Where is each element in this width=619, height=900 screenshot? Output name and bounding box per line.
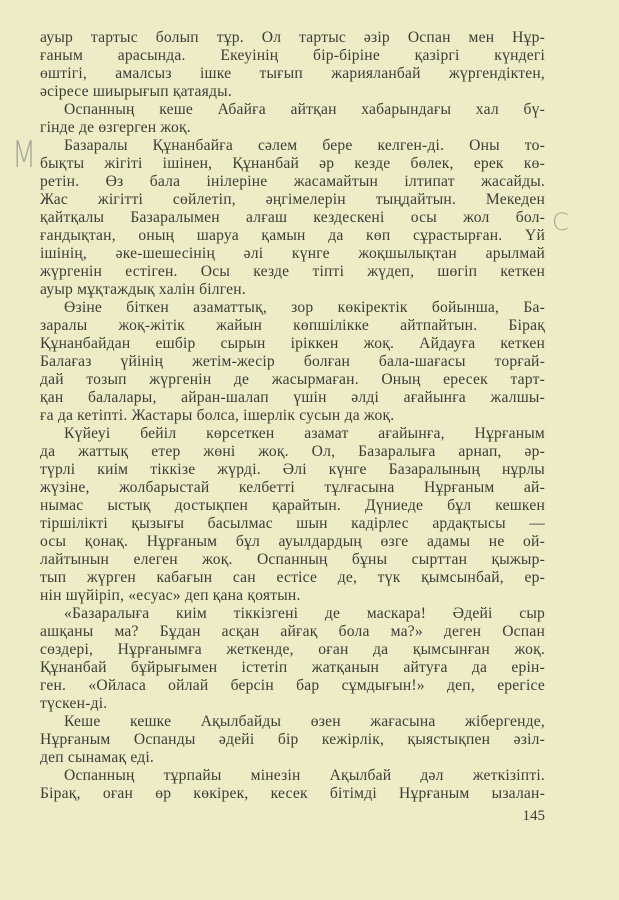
text-line: гінде де өзгерген жоқ.	[40, 119, 191, 136]
text-line: өштігі, амалсыз ішке тығып жарияланбай жүргендіктен,	[40, 65, 545, 82]
text-line: сөздері, Нұрғанымға жеткенде, оған да қымсынған жоқ.	[40, 641, 545, 658]
text-line: деп сынамақ еді.	[40, 749, 155, 766]
text-line: нымас ыстық достықпен қарайтын. Дүниеде бұл кешкен	[40, 497, 545, 514]
text-line: Өзіне біткен азаматтық, зор көкіректік бойынша, Ба-	[64, 299, 545, 316]
text-line: Кеше кешке Ақылбайды өзен жағасына жібергенде,	[64, 713, 545, 730]
text-line: заралы жоқ-жітік жайын көпшілікке айтпайтын. Бірақ	[40, 317, 545, 334]
text-line: Базаралы Құнанбайға сәлем бере келген-ді. Оны то-	[64, 137, 545, 154]
text-line: ген. «Ойласа ойлай берсін бар сұмдығын!» деп, ерегісе	[40, 677, 545, 694]
text-line: Бірақ, оған өр көкірек, кесек бітімді Нұрғаным ызалан-	[40, 785, 545, 802]
text-line: Балағаз үйінің жетім-жесір болған бала-шағасы торғай-	[40, 353, 545, 370]
text-line: Құнанбайдан ешбір сырын іріккен жоқ. Айдауға кеткен	[40, 335, 545, 352]
text-line: әсіресе шиырығып қатаяды.	[40, 83, 232, 100]
text-line: осы қонақ. Нұрғаным бұл ауылдардың өзге адамы не ой-	[40, 533, 545, 550]
text-line: ғаным арасында. Екеуінің бір-біріне қазіргі күндегі	[40, 47, 545, 64]
text-line: түскен-ді.	[40, 695, 108, 712]
text-line: лайтынын елеген жоқ. Оспанның бұны сырттан қыжыр-	[40, 551, 545, 568]
text-line: «Базаралыға киім тіккізгені де маскара! Әдейі сыр	[64, 605, 545, 622]
text-line: ретін. Өз бала інілеріне жасамайтын ілтипат жасайды.	[40, 173, 545, 190]
page-number: 145	[522, 808, 545, 824]
text-line: Нұрғаным Оспанды әдейі бір кежірлік, қыястықпен әзіл-	[40, 731, 545, 748]
text-line: ғандықтан, оның шаруа қамын да көп сұрастырған. Үй	[40, 227, 545, 244]
text-line: Жас жігітті сөйлетіп, әңгімелерін тыңдайтын. Мекеден	[40, 191, 545, 208]
text-line: қайтқалы Базаралымен алғаш кездескені осы жол бол-	[40, 209, 545, 226]
text-line: ашқаны ма? Бұдан асқан айғақ бола ма?» деген Оспан	[40, 623, 545, 640]
pencil-margin-mark-left: M	[12, 133, 37, 176]
text-line: тып жүрген кабағын сан естісе де, түк қымсынбай, ер-	[40, 569, 545, 586]
text-line: бықты жігіті ішінен, Құнанбай әр кезде бөлек, ерек кө-	[40, 155, 545, 172]
text-line: нін шүйіріп, «есуас» деп қана қоятын.	[40, 587, 301, 604]
text-line: жүзіне, жолбарыстай келбетті тұлғасына Нұрғаным ай-	[40, 479, 545, 496]
text-line: ға да кетіпті. Жастары болса, ішерлік сусын да жоқ.	[40, 407, 395, 424]
text-line: жүргенін естіген. Осы кезде тіпті жүдеп, шөгіп кеткен	[40, 263, 545, 280]
text-line: да жаттық етер жөні жоқ. Ол, Базаралыға арнап, әр-	[40, 443, 545, 460]
text-line: Оспанның кеше Абайға айтқан хабарындағы хал бү-	[64, 101, 545, 118]
text-line: Құнанбай бұйрығымен істетіп жатқанын айтуға да ерін-	[40, 659, 545, 676]
pencil-margin-mark-right: С	[552, 208, 569, 236]
text-line: ауыр мұқтаждық халін білген.	[40, 281, 246, 298]
text-line: дай тозып жүргенін де жасырмаған. Оның ересек тарт-	[40, 371, 545, 388]
text-line: Оспанның тұрпайы мінезін Ақылбай дәл жеткізіпті.	[64, 767, 545, 784]
text-line: ауыр тартыс болып тұр. Ол тартыс әзір Оспан мен Нұр-	[40, 29, 545, 46]
text-line: тіршілікті қызығы басылмас шын кадірлес ардақтысы —	[40, 515, 545, 532]
book-page-text	[40, 29, 545, 803]
text-line: ішінің, әке-шешесінің әлі күнге жоқшылықтан арылмай	[40, 245, 545, 262]
text-line: Күйеуі бейіл көрсеткен азамат ағайынға, Нұрғаным	[64, 425, 545, 442]
text-line: қан балалары, айран-шалап үшін әлді ағайынға жалшы-	[40, 389, 545, 406]
text-line: түрлі киім тіккізе жүрді. Әлі күнге Базаралының нұрлы	[40, 461, 545, 478]
